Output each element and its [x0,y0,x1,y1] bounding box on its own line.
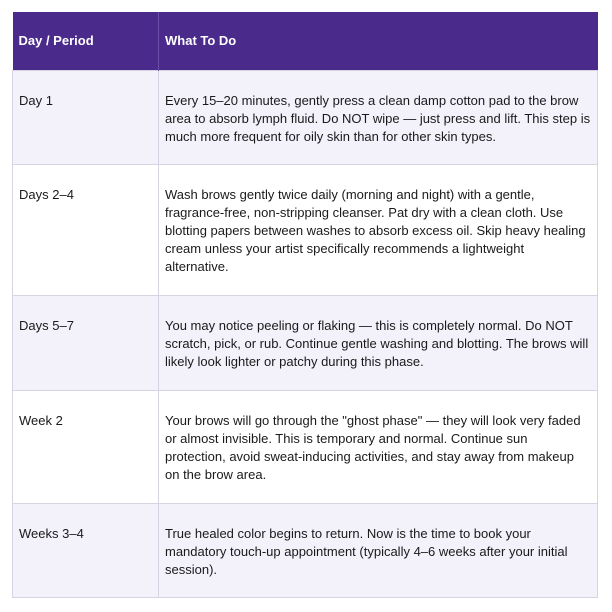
table-row [13,503,598,597]
row-period: Days 2–4 [13,164,159,295]
row-action: Wash brows gently twice daily (morning and night) with a gentle, fragrance-free, non-stripping cleanser. Pat dry with a clean cloth. Use blotting papers between washes to absorb excess oil. Skip heavy healing cream unless your artist specifically recommends a lightweight alternative. [159,164,598,295]
row-action: True healed color begins to return. Now is the time to book your mandatory touch-up appointment (typically 4–6 weeks after your initial session). [159,503,598,597]
row-period: Week 2 [13,390,159,503]
aftercare-schedule-table [12,12,598,598]
row-action: Your brows will go through the "ghost phase" — they will look very faded or almost invisible. This is temporary and normal. Continue sun protection, avoid sweat-inducing activities, and stay away from makeup on the brow area. [159,390,598,503]
row-period: Days 5–7 [13,295,159,390]
table-row [13,390,598,503]
header-what-to-do: What To Do [159,12,598,70]
row-action: You may notice peeling or flaking — this is completely normal. Do NOT scratch, pick, or rub. Continue gentle washing and blotting. The brows will likely look lighter or patchy during this phase. [159,295,598,390]
table-row [13,70,598,164]
aftercare-table-container [12,12,597,598]
table-row [13,164,598,295]
row-period: Weeks 3–4 [13,503,159,597]
row-action: Every 15–20 minutes, gently press a clean damp cotton pad to the brow area to absorb lymph fluid. Do NOT wipe — just press and lift. This step is much more frequent for oily skin than for other skin types. [159,70,598,164]
row-period: Day 1 [13,70,159,164]
table-row [13,295,598,390]
header-day-period: Day / Period [13,12,159,70]
table-header-row [13,12,598,70]
